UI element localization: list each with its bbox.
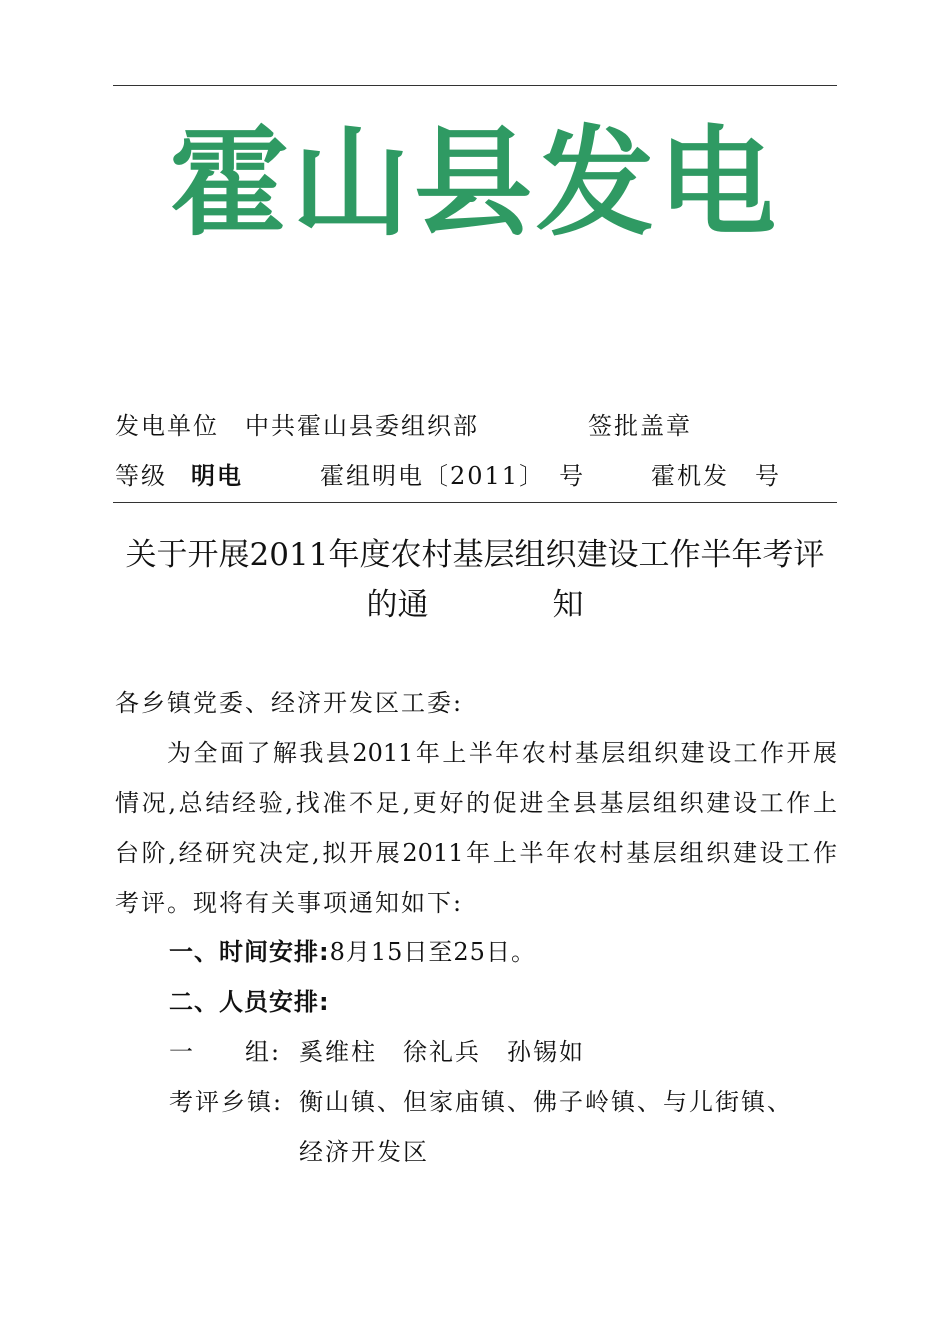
doc-number: 霍组明电〔2011〕 号 [320,462,586,490]
group-row [169,1037,809,1067]
towns-row [169,1087,809,1117]
towns-line-2: 经济开发区 [299,1138,429,1166]
group-label-a: 一 [169,1038,195,1066]
group-members: 奚维柱 徐礼兵 孙锡如 [299,1038,585,1066]
paragraph-line: 台阶,经研究决定,拟开展2011年上半年农村基层组织建设工作 [115,839,837,867]
title-part-a: 的通 [366,587,429,623]
masthead-title: 霍山县发电 [169,113,780,252]
group-label-b: 组: [245,1038,282,1066]
sign-label: 签批盖章 [588,412,692,440]
grade-label: 等级 [115,462,167,490]
document-title-line-1: 关于开展2011年度农村基层组织建设工作半年考评 [125,537,825,573]
salutation: 各乡镇党委、经济开发区工委: [115,689,464,717]
meta-row-issuer [115,411,835,441]
meta-row-grade [115,461,835,491]
paragraph-line: 情况,总结经验,找准不足,更好的促进全县基层组织建设工作上 [115,789,837,817]
issuer-value: 中共霍山县委组织部 [245,412,479,440]
issuer-label: 发电单位 [115,412,219,440]
document-title-line-2 [113,580,837,630]
section-time [169,937,536,967]
header-top-rule [113,85,837,86]
grade-value: 明电 [191,462,243,490]
paragraph-line: 考评。现将有关事项通知如下: [115,889,464,917]
section-heading-time: 一、时间安排: [169,938,330,966]
title-part-b: 知 [552,587,584,623]
section-text-time: 8月15日至25日。 [329,938,536,966]
towns-label: 考评乡镇: [169,1088,284,1116]
paragraph-line: 为全面了解我县2011年上半年农村基层组织建设工作开展 [167,739,837,767]
doc-number-2: 霍机发 号 [651,462,781,490]
towns-line-1: 衡山镇、但家庙镇、佛子岭镇、与儿街镇、 [299,1088,793,1116]
header-bottom-rule [113,502,837,503]
section-heading-staff: 二、人员安排: [169,988,330,1016]
